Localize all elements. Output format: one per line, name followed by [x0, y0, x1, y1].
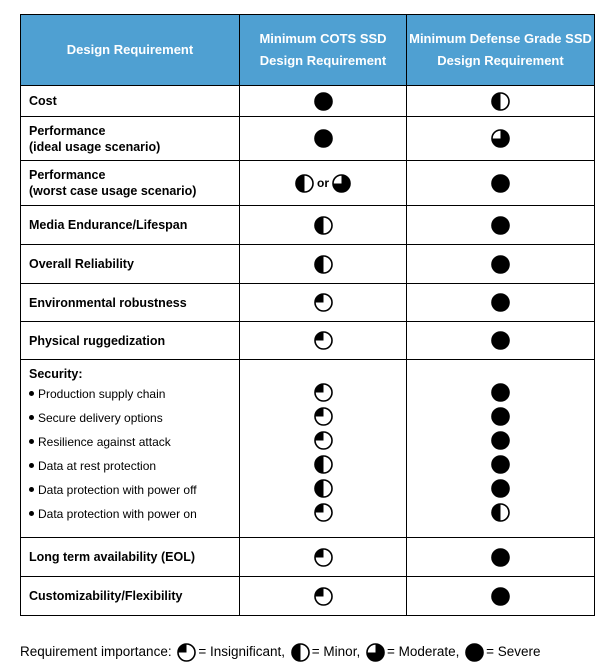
importance-icon [314, 293, 333, 312]
row-label: Overall Reliability [21, 245, 240, 284]
row-label-line1: Performance [29, 123, 106, 138]
importance-icon [491, 455, 510, 474]
row-label-line2: (ideal usage scenario) [29, 139, 161, 154]
cots-cell [240, 117, 407, 161]
row-label: Media Endurance/Lifespan [21, 206, 240, 245]
security-item-label: Data at rest protection [38, 459, 157, 473]
legend-prefix: Requirement importance: [20, 644, 172, 660]
legend-text: = Severe [486, 644, 541, 660]
importance-icon [314, 383, 333, 402]
bullet-icon [29, 487, 34, 492]
cots-cell [240, 206, 407, 245]
importance-icon [491, 407, 510, 426]
table-row [21, 161, 595, 206]
header-cots: Minimum COTS SSD Design Requirement [240, 15, 407, 86]
security-item-label: Production supply chain [38, 387, 166, 401]
defense-cell [407, 117, 595, 161]
row-label [21, 117, 240, 161]
importance-icon [295, 174, 314, 193]
security-item-label: Secure delivery options [38, 411, 163, 425]
importance-icon [491, 129, 510, 148]
security-label-cell [21, 360, 240, 538]
cots-cell [240, 86, 407, 117]
severe-icon [465, 643, 484, 662]
defense-cell [407, 284, 595, 322]
header-defense: Minimum Defense Grade SSD Design Requirement [407, 15, 595, 86]
cots-cell [240, 245, 407, 284]
table-row [21, 206, 595, 245]
table-row [21, 245, 595, 284]
defense-cell [407, 161, 595, 206]
legend-text: = Moderate, [386, 644, 460, 660]
importance-icon [332, 174, 351, 193]
table-row [21, 284, 595, 322]
minor-icon [291, 643, 310, 662]
importance-icon [314, 331, 333, 350]
importance-icon [314, 455, 333, 474]
bullet-icon [29, 511, 34, 516]
cots-cell [240, 360, 407, 538]
row-label [21, 161, 240, 206]
defense-cell [407, 360, 595, 538]
security-item [29, 478, 239, 502]
importance-icon [491, 587, 510, 606]
importance-icon [314, 479, 333, 498]
security-title: Security: [29, 367, 83, 381]
importance-icon [314, 255, 333, 274]
legend-text: = Minor, [311, 644, 361, 660]
table-row [21, 577, 595, 616]
table-row [21, 117, 595, 161]
requirements-table [20, 14, 595, 616]
defense-cell [407, 206, 595, 245]
importance-icon [314, 216, 333, 235]
importance-icon [314, 407, 333, 426]
legend-text: = Insignificant, [198, 644, 286, 660]
importance-icon [491, 503, 510, 522]
header-row [21, 15, 595, 86]
defense-cell [407, 322, 595, 360]
defense-cell [407, 86, 595, 117]
bullet-icon [29, 391, 34, 396]
moderate-icon [366, 643, 385, 662]
security-item [29, 382, 239, 406]
security-item [29, 502, 239, 526]
table-row [21, 322, 595, 360]
importance-icon [314, 129, 333, 148]
importance-icon [491, 293, 510, 312]
cots-cell [240, 161, 407, 206]
header-design-requirement: Design Requirement [21, 15, 240, 86]
cots-cell [240, 284, 407, 322]
importance-icon [491, 479, 510, 498]
bullet-icon [29, 415, 34, 420]
row-label: Long term availability (EOL) [21, 538, 240, 577]
row-label: Physical ruggedization [21, 322, 240, 360]
row-label: Environmental robustness [21, 284, 240, 322]
security-item-label: Resilience against attack [38, 435, 171, 449]
row-label: Customizability/Flexibility [21, 577, 240, 616]
importance-icon [314, 587, 333, 606]
importance-icon [491, 431, 510, 450]
defense-cell [407, 245, 595, 284]
importance-icon [314, 431, 333, 450]
security-item [29, 430, 239, 454]
cots-cell [240, 577, 407, 616]
cots-cell [240, 322, 407, 360]
cots-cell [240, 538, 407, 577]
importance-icon [491, 255, 510, 274]
row-label-line1: Performance [29, 168, 106, 182]
insignificant-icon [177, 643, 196, 662]
importance-icon [491, 174, 510, 193]
security-item-label: Data protection with power on [38, 507, 197, 521]
legend [20, 643, 541, 662]
bullet-icon [29, 463, 34, 468]
importance-icon [314, 92, 333, 111]
importance-icon [491, 548, 510, 567]
importance-icon [491, 92, 510, 111]
importance-icon [491, 331, 510, 350]
importance-icon [491, 216, 510, 235]
security-item-label: Data protection with power off [38, 483, 197, 497]
security-item [29, 454, 239, 478]
importance-icon [314, 548, 333, 567]
security-item [29, 406, 239, 430]
defense-cell [407, 577, 595, 616]
importance-icon [314, 503, 333, 522]
table-row [21, 538, 595, 577]
or-text: or [317, 176, 329, 190]
bullet-icon [29, 439, 34, 444]
row-label: Cost [21, 86, 240, 117]
importance-icon [491, 383, 510, 402]
security-row [21, 360, 595, 538]
table-row [21, 86, 595, 117]
defense-cell [407, 538, 595, 577]
row-label-line2: (worst case usage scenario) [29, 184, 197, 198]
